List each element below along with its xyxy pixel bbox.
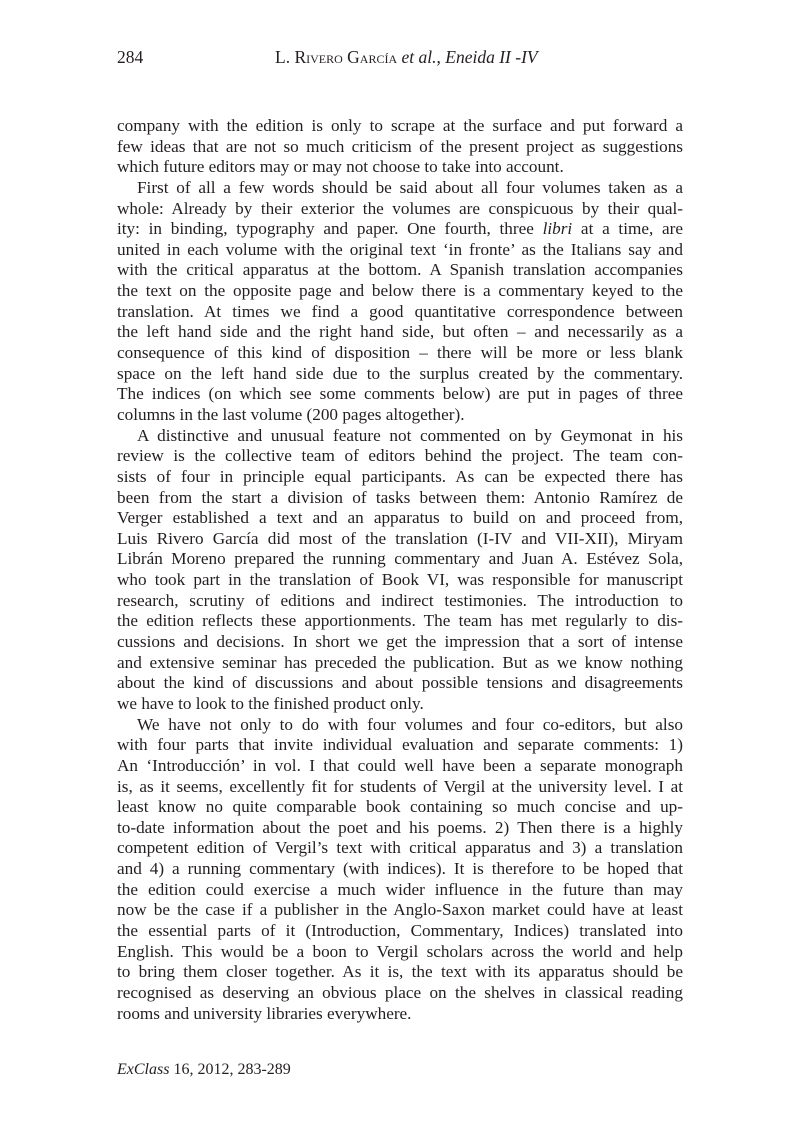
- text-line: Verger established a text and an apparatus to build on and proceed from,: [117, 508, 683, 528]
- text-line: the text on the opposite page and below there is a commentary keyed to the: [117, 281, 683, 301]
- text-line: sists of four in principle equal participants. As can be expected there has: [117, 466, 683, 486]
- text-line: the essential parts of it (Introduction, Commentary, Indices) translated into: [117, 920, 683, 940]
- et-al: et al.: [397, 47, 437, 67]
- text-line: least know no quite comparable book containing so much concise and up-: [117, 797, 683, 817]
- text-line: An ‘Introducción’ in vol. I that could well have been a separate monograph: [117, 755, 683, 775]
- text-line: review is the collective team of editors behind the project. The team con-: [117, 446, 683, 466]
- text-line: A distinctive and unusual feature not commented on by Geymonat in his: [137, 425, 683, 445]
- text-line: Librán Moreno prepared the running commentary and Juan A. Estévez Sola,: [117, 549, 683, 569]
- text-line: and 4) a running commentary (with indices). It is therefore to be hoped that: [117, 859, 683, 879]
- text-line: and extensive seminar has preceded the publication. But as we know nothing: [117, 652, 683, 672]
- body-text: [117, 116, 683, 1024]
- text-line: columns in the last volume (200 pages altogether).: [117, 404, 465, 424]
- text-line: few ideas that are not so much criticism of the present project as suggestions: [117, 136, 683, 156]
- text-line: competent edition of Vergil’s text with critical apparatus and 3) a translation: [117, 838, 683, 858]
- text-line: the edition could exercise a much wider influence in the future than may: [117, 879, 683, 899]
- text-line: recognised as deserving an obvious place on the shelves in classical reading: [117, 982, 683, 1002]
- text-line: is, as it seems, excellently fit for students of Vergil at the university level. I at: [117, 776, 683, 796]
- text-line: research, scrutiny of editions and indirect testimonies. The introduction to: [117, 590, 683, 610]
- text-line: The indices (on which see some comments below) are put in pages of three: [117, 384, 683, 404]
- paragraph: [117, 116, 683, 178]
- author-prefix: L.: [275, 47, 295, 67]
- page-number: 284: [117, 47, 144, 67]
- text-line: been from the start a division of tasks between them: Antonio Ramírez de: [117, 487, 683, 507]
- journal-citation: 16, 2012, 283-289: [169, 1061, 291, 1078]
- text-line: the left hand side and the right hand side, but often – and necessarily as a: [117, 322, 683, 342]
- text-line: rooms and university libraries everywhere.: [117, 1003, 412, 1023]
- text-line: whole: Already by their exterior the volumes are conspicuous by their qual-: [117, 198, 683, 218]
- text-line: space on the left hand side due to the surplus created by the commentary.: [117, 363, 683, 383]
- journal-name: ExClass: [117, 1061, 170, 1078]
- text-line: who took part in the translation of Book VI, was responsible for manuscript: [117, 570, 683, 590]
- paragraph: [117, 426, 683, 715]
- text-line: consequence of this kind of disposition – there will be more or less blank: [117, 343, 683, 363]
- text-line: to bring them closer together. As it is, the text with its apparatus should be: [117, 962, 683, 982]
- running-head: [117, 47, 683, 71]
- text-line: to-date information about the poet and his poems. 2) Then there is a highly: [117, 817, 683, 837]
- work-title: Eneida II -IV: [445, 47, 538, 67]
- text-line: about the kind of discussions and about possible tensions and disagreements: [117, 673, 683, 693]
- running-title: [275, 47, 538, 68]
- text-line: translation. At times we find a good quantitative correspondence between: [117, 301, 683, 321]
- text-line: which future editors may or may not choose to take into account.: [117, 157, 564, 177]
- text-line: the edition reflects these apportionments. The team has met regularly to dis-: [117, 611, 683, 631]
- text-line: with the critical apparatus at the bottom. A Spanish translation accompanies: [117, 260, 683, 280]
- text-line: united in each volume with the original text ‘in fronte’ as the Italians say and: [117, 239, 683, 259]
- paragraph: [117, 715, 683, 1025]
- text-line: We have not only to do with four volumes and four co-editors, but also: [137, 714, 683, 734]
- paragraph: [117, 178, 683, 426]
- title-separator: ,: [436, 47, 446, 67]
- author-name: Rivero García: [294, 47, 398, 67]
- text-line: cussions and decisions. In short we get the impression that a sort of intense: [117, 632, 683, 652]
- italic-term: libri: [542, 219, 573, 239]
- text-line: company with the edition is only to scrape at the surface and put forward a: [117, 116, 683, 135]
- text-line: English. This would be a boon to Vergil scholars across the world and help: [117, 941, 683, 961]
- text-line: with four parts that invite individual evaluation and separate comments: 1): [117, 735, 683, 755]
- text-line: Luis Rivero García did most of the translation (I-IV and VII-XII), Miryam: [117, 528, 683, 548]
- text-line: we have to look to the finished product only.: [117, 693, 424, 713]
- text-line: First of all a few words should be said about all four volumes taken as a: [137, 177, 683, 197]
- text-line: now be the case if a publisher in the Anglo-Saxon market could have at least: [117, 900, 683, 920]
- text-line: ity: in binding, typography and paper. One fourth, three libri at a time, are: [117, 219, 683, 239]
- page-footer: [117, 1061, 291, 1079]
